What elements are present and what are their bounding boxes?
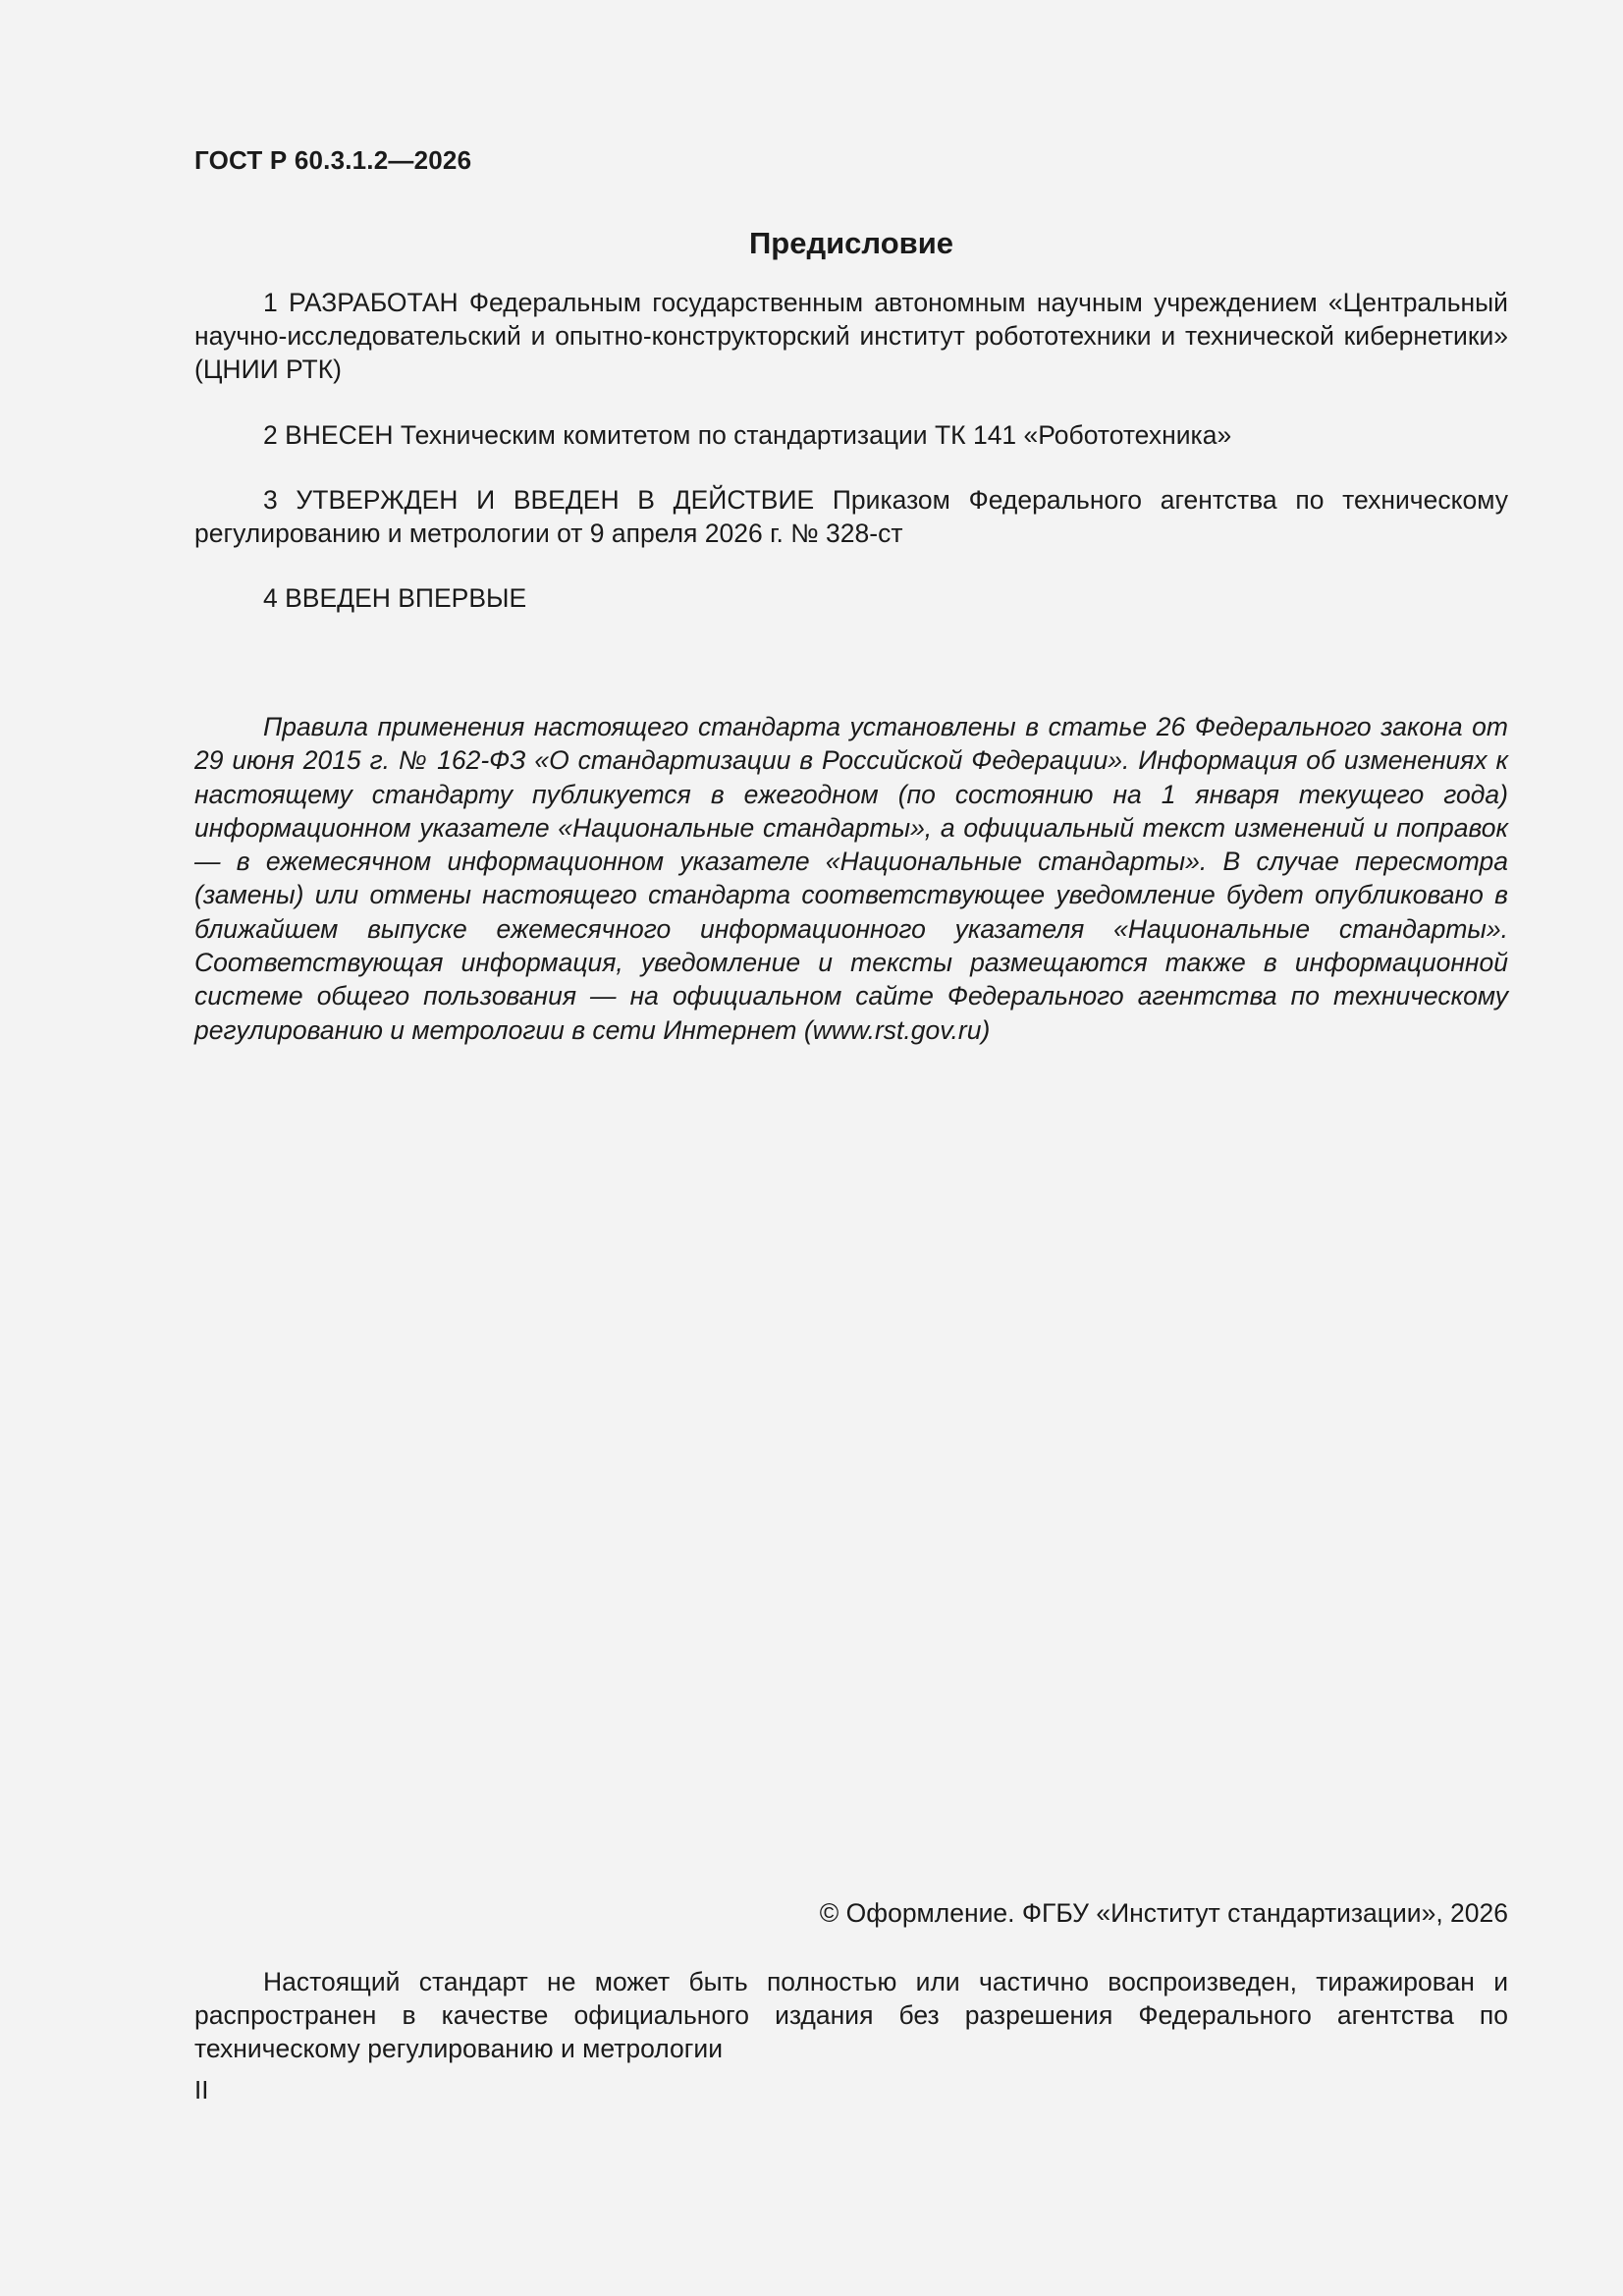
page-title: Предисловие [748, 226, 953, 260]
page-number: II [194, 2075, 209, 2105]
copyright-line: © Оформление. ФГБУ «Институт стандартизации», 2026 [819, 1898, 1508, 1928]
document-page [194, 145, 1508, 2149]
reproduction-notice: Настоящий стандарт не может быть полностью или частично воспроизведен, тиражирован и распространен в качестве официального издания без разрешения Федерального агентства по техническому регулированию и метрологии [194, 1967, 1508, 2063]
paragraph-approved: 3 УТВЕРЖДЕН И ВВЕДЕН В ДЕЙСТВИЕ Приказом Федерального агентства по техническому регулированию и метрологии от 9 апреля 2026 г. № 328-ст [194, 485, 1508, 548]
paragraph-introduced-by: 2 ВНЕСЕН Техническим комитетом по стандартизации ТК 141 «Робототехника» [263, 420, 1232, 450]
paragraph-first-introduced: 4 ВВЕДЕН ВПЕРВЫЕ [263, 583, 527, 613]
paragraph-application-rules: Правила применения настоящего стандарта установлены в статье 26 Федерального закона от 29 июня 2015 г. № 162-ФЗ «О стандартизации в Российской Федерации». Информация об изменениях к настоящему стандарту публикуется в ежегодном (по состоянию на 1 января текущего года) информационном указателе «Национальные стандарты», а официальный текст изменений и поправок — в ежемесячном информационном указателе «Национальные стандарты». В случае пересмотра (замены) или отмены настоящего стандарта соответствующее уведомление будет опубликовано в ближайшем выпуске ежемесячного информационного указателя «Национальные стандарты». Соответствующая информация, уведомление и тексты размещаются также в информационной системе общего пользования — на официальном сайте Федерального агентства по техническому регулированию и метрологии в сети Интернет (www.rst.gov.ru) [194, 712, 1508, 1045]
document-code: ГОСТ Р 60.3.1.2—2026 [194, 145, 472, 175]
paragraph-developed-by: 1 РАЗРАБОТАН Федеральным государственным автономным научным учреждением «Центральный научно-исследовательский и опытно-конструкторский институт робототехники и технической кибернетики» (ЦНИИ РТК) [194, 288, 1508, 384]
